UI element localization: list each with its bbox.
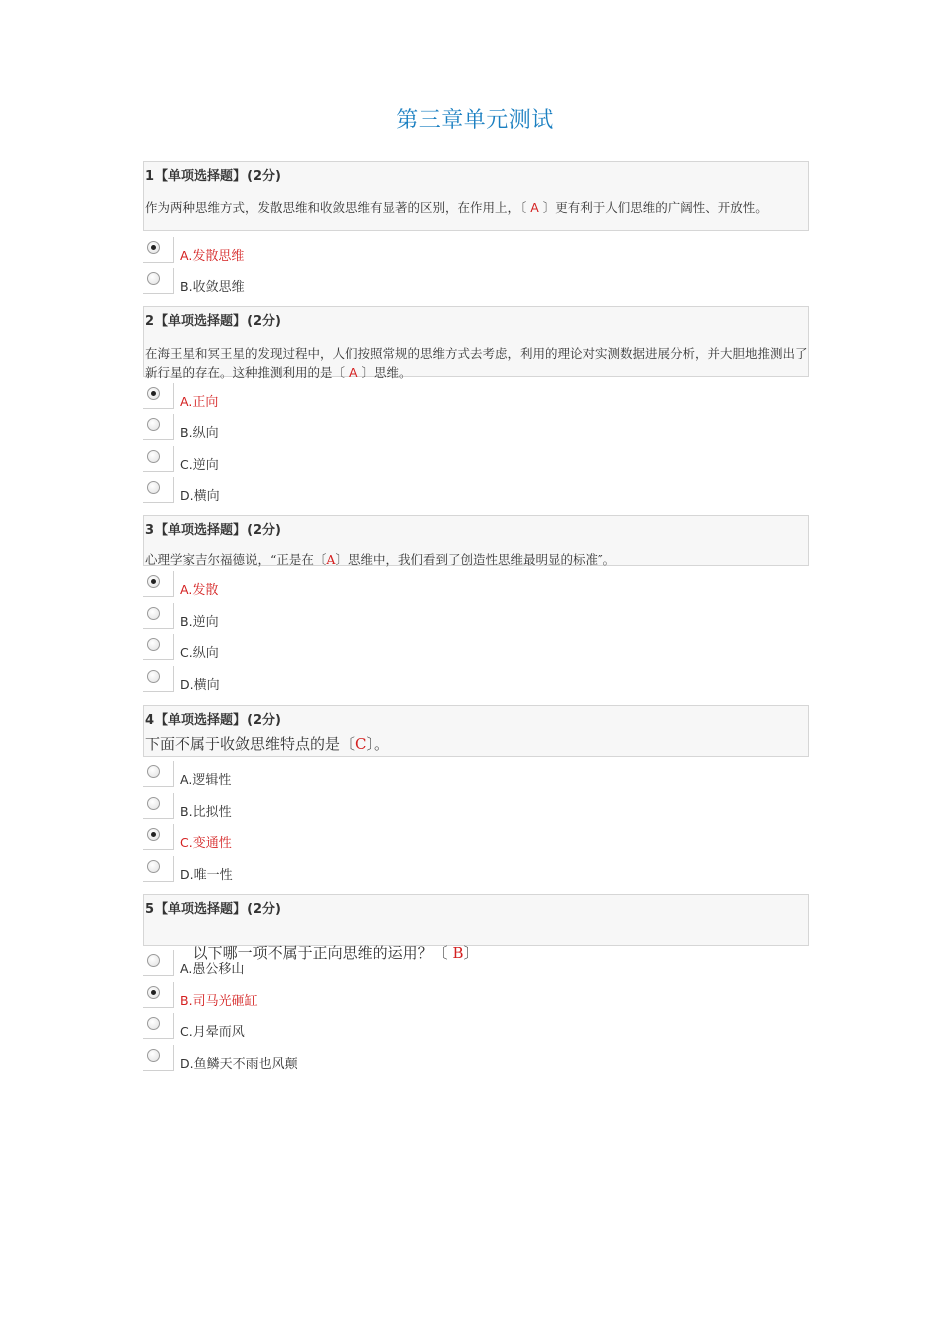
option-label: D.横向 bbox=[180, 677, 220, 693]
answer-mark: C bbox=[355, 735, 367, 753]
option-c[interactable] bbox=[143, 446, 543, 474]
option-label: B.比拟性 bbox=[180, 804, 232, 820]
option-label: C.月晕而风 bbox=[180, 1024, 245, 1040]
page-title: 第三章单元测试 bbox=[396, 108, 554, 133]
radio-checked-icon bbox=[147, 986, 160, 999]
question-text: 下面不属于收敛思维特点的是〔C〕。 bbox=[145, 735, 390, 753]
question-text: 心理学家吉尔福德说，“正是在〔A〕思维中，我们看到了创造性思维最明显的标准″。 bbox=[145, 552, 616, 567]
radio-button[interactable] bbox=[143, 477, 174, 503]
radio-button[interactable] bbox=[143, 268, 174, 294]
option-a[interactable] bbox=[143, 950, 543, 978]
radio-button[interactable] bbox=[143, 237, 174, 263]
radio-button[interactable] bbox=[143, 571, 174, 597]
option-b[interactable] bbox=[143, 982, 543, 1010]
option-d[interactable] bbox=[143, 666, 543, 694]
radio-checked-icon bbox=[147, 387, 160, 400]
option-b[interactable] bbox=[143, 603, 543, 631]
radio-unchecked-icon bbox=[147, 607, 160, 620]
radio-unchecked-icon bbox=[147, 1049, 160, 1062]
radio-unchecked-icon bbox=[147, 860, 160, 873]
radio-button[interactable] bbox=[143, 761, 174, 787]
option-label: B.收敛思维 bbox=[180, 279, 245, 295]
option-b[interactable] bbox=[143, 414, 543, 442]
radio-button[interactable] bbox=[143, 414, 174, 440]
option-label: D.鱼鳞天不雨也风颠 bbox=[180, 1056, 298, 1072]
question-header: 1【单项选择题】(2分) bbox=[145, 169, 281, 184]
radio-unchecked-icon bbox=[147, 954, 160, 967]
radio-button[interactable] bbox=[143, 950, 174, 976]
option-d[interactable] bbox=[143, 1045, 543, 1073]
option-c[interactable] bbox=[143, 1013, 543, 1041]
question-header: 3【单项选择题】(2分) bbox=[145, 523, 281, 538]
radio-checked-icon bbox=[147, 575, 160, 588]
option-c[interactable] bbox=[143, 634, 543, 662]
radio-button[interactable] bbox=[143, 1045, 174, 1071]
radio-unchecked-icon bbox=[147, 481, 160, 494]
option-a[interactable] bbox=[143, 761, 543, 789]
option-label: C.纵向 bbox=[180, 645, 219, 661]
radio-button[interactable] bbox=[143, 793, 174, 819]
question-text: 以下哪一项不属于正向思维的运用？〔 B〕 bbox=[173, 944, 479, 962]
question-4 bbox=[143, 705, 809, 883]
answer-mark: A bbox=[348, 365, 358, 380]
question-2 bbox=[143, 306, 809, 504]
radio-button[interactable] bbox=[143, 634, 174, 660]
question-header: 2【单项选择题】(2分) bbox=[145, 314, 281, 329]
option-label: A.发散 bbox=[180, 582, 219, 598]
question-text: 在海王星和冥王星的发现过程中，人们按照常规的思维方式去考虑，利用的理论对实测数据进展分析，并大胆地推测出了新行星的存在。这种推测利用的是〔 A 〕思维。 bbox=[145, 346, 808, 380]
option-label: D.横向 bbox=[180, 488, 220, 504]
option-b[interactable] bbox=[143, 793, 543, 821]
radio-button[interactable] bbox=[143, 824, 174, 850]
option-a[interactable] bbox=[143, 383, 543, 411]
radio-unchecked-icon bbox=[147, 638, 160, 651]
question-stem-box bbox=[143, 705, 809, 757]
question-3 bbox=[143, 515, 809, 693]
option-label: A.正向 bbox=[180, 394, 219, 410]
question-header: 5【单项选择题】(2分) bbox=[145, 902, 281, 917]
question-stem-box bbox=[143, 894, 809, 962]
option-a[interactable] bbox=[143, 237, 543, 265]
radio-unchecked-icon bbox=[147, 450, 160, 463]
question-5 bbox=[143, 894, 809, 1072]
option-a[interactable] bbox=[143, 571, 543, 599]
option-label: B.司马光砸缸 bbox=[180, 993, 258, 1009]
radio-button[interactable] bbox=[143, 1013, 174, 1039]
radio-button[interactable] bbox=[143, 982, 174, 1008]
question-stem-box bbox=[143, 515, 809, 566]
radio-checked-icon bbox=[147, 241, 160, 254]
radio-button[interactable] bbox=[143, 666, 174, 692]
option-label: D.唯一性 bbox=[180, 867, 233, 883]
option-b[interactable] bbox=[143, 268, 543, 296]
question-header: 4【单项选择题】(2分) bbox=[145, 713, 281, 728]
radio-unchecked-icon bbox=[147, 797, 160, 810]
option-d[interactable] bbox=[143, 856, 543, 884]
option-c[interactable] bbox=[143, 824, 543, 852]
question-stem-box bbox=[143, 306, 809, 380]
option-label: A.愚公移山 bbox=[180, 961, 245, 977]
radio-unchecked-icon bbox=[147, 272, 160, 285]
radio-button[interactable] bbox=[143, 856, 174, 882]
radio-checked-icon bbox=[147, 828, 160, 841]
radio-unchecked-icon bbox=[147, 418, 160, 431]
question-stem-box bbox=[143, 161, 809, 231]
answer-mark: B bbox=[452, 944, 464, 962]
answer-mark: A bbox=[326, 552, 336, 567]
answer-mark: A bbox=[530, 200, 539, 215]
radio-unchecked-icon bbox=[147, 1017, 160, 1030]
radio-button[interactable] bbox=[143, 446, 174, 472]
option-label: A.逻辑性 bbox=[180, 772, 232, 788]
option-label: A.发散思维 bbox=[180, 248, 245, 264]
option-label: C.逆向 bbox=[180, 457, 219, 473]
option-label: B.纵向 bbox=[180, 425, 219, 441]
question-1 bbox=[143, 161, 809, 295]
option-label: C.变通性 bbox=[180, 835, 232, 851]
radio-unchecked-icon bbox=[147, 670, 160, 683]
question-text: 作为两种思维方式，发散思维和收敛思维有显著的区别，在作用上，〔 A 〕更有利于人们思维的广阔性、开放性。 bbox=[145, 200, 768, 215]
option-d[interactable] bbox=[143, 477, 543, 505]
radio-button[interactable] bbox=[143, 603, 174, 629]
radio-unchecked-icon bbox=[147, 765, 160, 778]
radio-button[interactable] bbox=[143, 383, 174, 409]
option-label: B.逆向 bbox=[180, 614, 219, 630]
